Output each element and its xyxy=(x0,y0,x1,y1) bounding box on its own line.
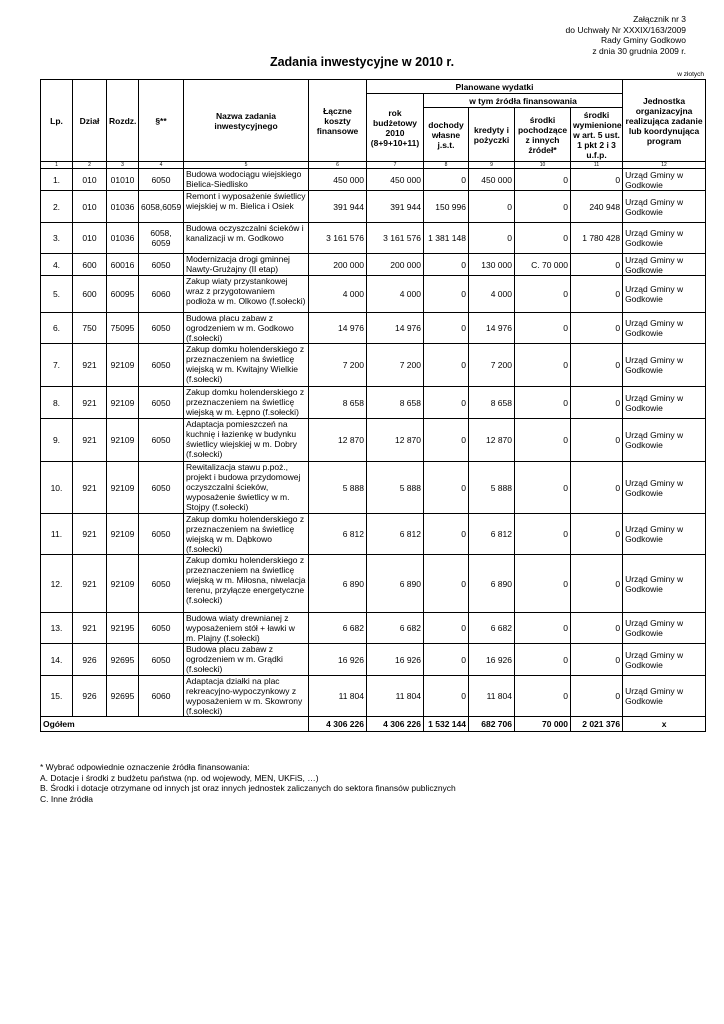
investment-table xyxy=(40,79,706,732)
row-dzial: 921 xyxy=(73,419,107,462)
row-jednostka: Urząd Gminy w Godkowie xyxy=(623,419,706,462)
unit-label: w złotych xyxy=(677,71,704,78)
row-wym: 0 xyxy=(571,276,623,313)
table-row xyxy=(41,254,706,276)
row-wym: 0 xyxy=(571,676,623,717)
row-rozdz: 92109 xyxy=(107,514,139,555)
row-nazwa: Modernizacja drogi gminnej Nawty-Grużajny (II etap) xyxy=(184,254,309,276)
footnote-line: A. Dotacje i środki z budżetu państwa (np. od wojewody, MEN, UKFiS, …) xyxy=(40,772,319,783)
row-kredyty: 7 200 xyxy=(469,344,515,387)
row-laczne: 4 000 xyxy=(309,276,367,313)
row-jednostka: Urząd Gminy w Godkowie xyxy=(623,344,706,387)
row-lp: 15. xyxy=(41,676,73,717)
table-row xyxy=(41,644,706,676)
row-inne: 0 xyxy=(515,223,571,254)
row-nazwa: Budowa wiaty drewnianej z wyposażeniem stół + ławki w m. Plajny (f.sołecki) xyxy=(184,613,309,644)
col-nazwa-header: Nazwa zadania inwestycyjnego xyxy=(184,80,309,162)
row-rozdz: 01010 xyxy=(107,169,139,191)
row-inne: 0 xyxy=(515,276,571,313)
row-dochody: 0 xyxy=(424,344,469,387)
row-jednostka: Urząd Gminy w Godkowie xyxy=(623,555,706,613)
row-paragraph: 6050 xyxy=(139,313,184,344)
table-row xyxy=(41,613,706,644)
row-rok: 12 870 xyxy=(367,419,424,462)
col-jednostka-header: Jednostka organizacyjna realizująca zadanie lub koordynująca program xyxy=(623,80,706,162)
row-laczne: 14 976 xyxy=(309,313,367,344)
row-rozdz: 92695 xyxy=(107,644,139,676)
row-lp: 4. xyxy=(41,254,73,276)
row-paragraph: 6050 xyxy=(139,344,184,387)
row-rok: 6 682 xyxy=(367,613,424,644)
row-kredyty: 12 870 xyxy=(469,419,515,462)
table-row xyxy=(41,223,706,254)
row-lp: 6. xyxy=(41,313,73,344)
col-lp-header: Lp. xyxy=(41,80,73,162)
row-rok: 450 000 xyxy=(367,169,424,191)
row-kredyty: 6 682 xyxy=(469,613,515,644)
row-rozdz: 75095 xyxy=(107,313,139,344)
row-rok: 6 890 xyxy=(367,555,424,613)
row-dochody: 0 xyxy=(424,169,469,191)
row-inne: 0 xyxy=(515,419,571,462)
col-number: 1 xyxy=(41,162,73,169)
row-jednostka: Urząd Gminy w Godkowie xyxy=(623,276,706,313)
row-inne: 0 xyxy=(515,514,571,555)
row-wym: 1 780 428 xyxy=(571,223,623,254)
row-jednostka: Urząd Gminy w Godkowie xyxy=(623,313,706,344)
col-number: 9 xyxy=(469,162,515,169)
row-jednostka: Urząd Gminy w Godkowie xyxy=(623,223,706,254)
total-kredyty: 682 706 xyxy=(469,717,515,732)
table-row xyxy=(41,419,706,462)
row-dzial: 921 xyxy=(73,462,107,514)
row-rozdz: 92109 xyxy=(107,387,139,419)
col-number: 3 xyxy=(107,162,139,169)
row-lp: 8. xyxy=(41,387,73,419)
table-row xyxy=(41,313,706,344)
row-dzial: 750 xyxy=(73,313,107,344)
row-nazwa: Budowa oczyszczalni ścieków i kanalizacji w m. Godkowo xyxy=(184,223,309,254)
footnote-line: B. Środki i dotacje otrzymane od innych jst oraz innych jednostek zaliczanych do sektora finansów publicznych xyxy=(40,783,456,793)
row-kredyty: 130 000 xyxy=(469,254,515,276)
row-laczne: 3 161 576 xyxy=(309,223,367,254)
row-lp: 5. xyxy=(41,276,73,313)
total-dochody: 1 532 144 xyxy=(424,717,469,732)
row-jednostka: Urząd Gminy w Godkowie xyxy=(623,644,706,676)
row-nazwa: Zakup domku holenderskiego z przeznaczeniem na świetlicę wiejską w m. Kwitajny Wielkie (f.sołecki) xyxy=(184,344,309,387)
total-wym: 2 021 376 xyxy=(571,717,623,732)
row-laczne: 8 658 xyxy=(309,387,367,419)
footnotes xyxy=(40,762,456,804)
row-inne: 0 xyxy=(515,387,571,419)
annex-line: Załącznik nr 3 xyxy=(633,14,686,24)
row-wym: 0 xyxy=(571,644,623,676)
row-laczne: 12 870 xyxy=(309,419,367,462)
row-nazwa: Remont i wyposażenie świetlicy wiejskiej w m. Bielica i Osiek xyxy=(184,191,309,223)
row-rok: 14 976 xyxy=(367,313,424,344)
row-jednostka: Urząd Gminy w Godkowie xyxy=(623,254,706,276)
col-number: 12 xyxy=(623,162,706,169)
row-wym: 0 xyxy=(571,555,623,613)
row-lp: 12. xyxy=(41,555,73,613)
row-dochody: 0 xyxy=(424,387,469,419)
row-laczne: 6 812 xyxy=(309,514,367,555)
col-number: 11 xyxy=(571,162,623,169)
row-kredyty: 0 xyxy=(469,191,515,223)
row-kredyty: 450 000 xyxy=(469,169,515,191)
row-rok: 11 804 xyxy=(367,676,424,717)
row-dochody: 0 xyxy=(424,555,469,613)
row-dochody: 1 381 148 xyxy=(424,223,469,254)
row-dochody: 0 xyxy=(424,644,469,676)
row-lp: 1. xyxy=(41,169,73,191)
row-inne: 0 xyxy=(515,644,571,676)
col-rozdz-header: Rozdz. xyxy=(107,80,139,162)
row-dochody: 0 xyxy=(424,462,469,514)
table-row xyxy=(41,191,706,223)
row-dzial: 921 xyxy=(73,387,107,419)
table-row xyxy=(41,462,706,514)
row-dzial: 010 xyxy=(73,169,107,191)
row-wym: 0 xyxy=(571,169,623,191)
row-inne: 0 xyxy=(515,555,571,613)
row-dochody: 0 xyxy=(424,613,469,644)
table-row xyxy=(41,514,706,555)
row-kredyty: 11 804 xyxy=(469,676,515,717)
row-laczne: 5 888 xyxy=(309,462,367,514)
row-rozdz: 92195 xyxy=(107,613,139,644)
row-jednostka: Urząd Gminy w Godkowie xyxy=(623,613,706,644)
row-paragraph: 6050 xyxy=(139,644,184,676)
row-laczne: 391 944 xyxy=(309,191,367,223)
row-laczne: 450 000 xyxy=(309,169,367,191)
col-laczne-header: Łączne koszty finansowe xyxy=(309,80,367,162)
col-rok-header: rok budżetowy 2010 (8+9+10+11) xyxy=(367,94,424,162)
row-inne: 0 xyxy=(515,613,571,644)
row-dzial: 921 xyxy=(73,344,107,387)
row-kredyty: 8 658 xyxy=(469,387,515,419)
row-laczne: 7 200 xyxy=(309,344,367,387)
row-jednostka: Urząd Gminy w Godkowie xyxy=(623,169,706,191)
row-rozdz: 01036 xyxy=(107,191,139,223)
row-dochody: 150 996 xyxy=(424,191,469,223)
footnote-line: C. Inne źródła xyxy=(40,793,93,804)
footnote-line: * Wybrać odpowiednie oznaczenie źródła finansowania: xyxy=(40,762,250,772)
row-inne: 0 xyxy=(515,676,571,717)
row-lp: 7. xyxy=(41,344,73,387)
col-srodki-wym-header: środki wymienione w art. 5 ust. 1 pkt 2 i 3 u.f.p. xyxy=(571,108,623,162)
row-laczne: 16 926 xyxy=(309,644,367,676)
row-paragraph: 6060 xyxy=(139,676,184,717)
row-dzial: 600 xyxy=(73,254,107,276)
row-paragraph: 6050 xyxy=(139,387,184,419)
row-jednostka: Urząd Gminy w Godkowie xyxy=(623,514,706,555)
row-laczne: 200 000 xyxy=(309,254,367,276)
row-dochody: 0 xyxy=(424,254,469,276)
col-kredyty-header: kredyty i pożyczki xyxy=(469,108,515,162)
row-inne: 0 xyxy=(515,344,571,387)
row-wym: 0 xyxy=(571,313,623,344)
row-jednostka: Urząd Gminy w Godkowie xyxy=(623,676,706,717)
col-paragraph-header: §** xyxy=(139,80,184,162)
row-dzial: 921 xyxy=(73,613,107,644)
total-row xyxy=(41,717,706,732)
row-nazwa: Rewitalizacja stawu p.poż., projekt i budowa przydomowej oczyszczalni ścieków, wyposażenie świetlicy w m. Stojpy (f.sołecki) xyxy=(184,462,309,514)
col-number: 4 xyxy=(139,162,184,169)
annex-note xyxy=(566,14,686,56)
row-wym: 0 xyxy=(571,419,623,462)
row-laczne: 11 804 xyxy=(309,676,367,717)
row-wym: 0 xyxy=(571,514,623,555)
row-kredyty: 5 888 xyxy=(469,462,515,514)
row-dzial: 010 xyxy=(73,191,107,223)
col-srodki-inne-header: środki pochodzące z innych źródeł* xyxy=(515,108,571,162)
col-number: 6 xyxy=(309,162,367,169)
row-rozdz: 01036 xyxy=(107,223,139,254)
row-nazwa: Adaptacja działki na plac rekreacyjno-wypoczynkowy z wyposażeniem w m. Skowrony (f.sołecki) xyxy=(184,676,309,717)
annex-line: do Uchwały Nr XXXIX/163/2009 xyxy=(565,24,686,35)
row-rozdz: 92695 xyxy=(107,676,139,717)
row-laczne: 6 890 xyxy=(309,555,367,613)
row-nazwa: Zakup domku holenderskiego z przeznaczeniem na świetlicę wiejską w m. Miłosna, niwelacja terenu, przyłącze energetyczne (f.sołecki) xyxy=(184,555,309,613)
planowane-header: Planowane wydatki xyxy=(367,80,623,94)
row-kredyty: 6 890 xyxy=(469,555,515,613)
row-paragraph: 6050 xyxy=(139,555,184,613)
row-dzial: 600 xyxy=(73,276,107,313)
row-paragraph: 6050 xyxy=(139,254,184,276)
row-kredyty: 0 xyxy=(469,223,515,254)
annex-line: z dnia 30 grudnia 2009 r. xyxy=(592,45,686,56)
row-dochody: 0 xyxy=(424,514,469,555)
row-kredyty: 16 926 xyxy=(469,644,515,676)
row-rok: 16 926 xyxy=(367,644,424,676)
row-dochody: 0 xyxy=(424,419,469,462)
table-row xyxy=(41,276,706,313)
row-nazwa: Budowa placu zabaw z ogrodzeniem w m. Grądki (f.sołecki) xyxy=(184,644,309,676)
row-wym: 0 xyxy=(571,344,623,387)
col-number: 10 xyxy=(515,162,571,169)
row-nazwa: Zakup domku holenderskiego z przeznaczeniem na świetlicę wiejską w m. Dąbkowo (f.sołecki) xyxy=(184,514,309,555)
row-lp: 3. xyxy=(41,223,73,254)
row-inne: C. 70 000 xyxy=(515,254,571,276)
row-wym: 0 xyxy=(571,613,623,644)
total-rok: 4 306 226 xyxy=(367,717,424,732)
table-row xyxy=(41,555,706,613)
row-paragraph: 6050 xyxy=(139,613,184,644)
row-inne: 0 xyxy=(515,462,571,514)
column-numbers-row xyxy=(41,162,706,169)
row-wym: 0 xyxy=(571,462,623,514)
row-dzial: 926 xyxy=(73,676,107,717)
row-jednostka: Urząd Gminy w Godkowie xyxy=(623,191,706,223)
row-lp: 9. xyxy=(41,419,73,462)
table-body xyxy=(41,169,706,717)
row-kredyty: 4 000 xyxy=(469,276,515,313)
row-rok: 8 658 xyxy=(367,387,424,419)
col-dzial-header: Dział xyxy=(73,80,107,162)
row-dzial: 010 xyxy=(73,223,107,254)
row-lp: 2. xyxy=(41,191,73,223)
row-jednostka: Urząd Gminy w Godkowie xyxy=(623,387,706,419)
row-paragraph: 6058, 6059 xyxy=(139,223,184,254)
row-nazwa: Budowa wodociągu wiejskiego Bielica-Siedlisko xyxy=(184,169,309,191)
total-laczne: 4 306 226 xyxy=(309,717,367,732)
row-inne: 0 xyxy=(515,313,571,344)
row-nazwa: Zakup wiaty przystankowej wraz z przygotowaniem podłoża w m. Olkowo (f.sołecki) xyxy=(184,276,309,313)
row-paragraph: 6050 xyxy=(139,169,184,191)
col-number: 5 xyxy=(184,162,309,169)
row-rozdz: 92109 xyxy=(107,555,139,613)
row-kredyty: 14 976 xyxy=(469,313,515,344)
row-nazwa: Zakup domku holenderskiego z przeznaczeniem na świetlicę wiejską w m. Łępno (f.sołecki) xyxy=(184,387,309,419)
row-inne: 0 xyxy=(515,169,571,191)
row-dochody: 0 xyxy=(424,313,469,344)
row-kredyty: 6 812 xyxy=(469,514,515,555)
table-row xyxy=(41,387,706,419)
row-paragraph: 6060 xyxy=(139,276,184,313)
row-paragraph: 6058,6059 xyxy=(139,191,184,223)
row-rozdz: 60016 xyxy=(107,254,139,276)
row-wym: 0 xyxy=(571,254,623,276)
table-row xyxy=(41,169,706,191)
row-rok: 3 161 576 xyxy=(367,223,424,254)
row-wym: 0 xyxy=(571,387,623,419)
row-dochody: 0 xyxy=(424,676,469,717)
row-laczne: 6 682 xyxy=(309,613,367,644)
row-dzial: 921 xyxy=(73,514,107,555)
page-title: Zadania inwestycyjne w 2010 r. xyxy=(269,55,455,69)
col-dochody-header: dochody własne j.s.t. xyxy=(424,108,469,162)
total-label: Ogółem xyxy=(41,717,309,732)
row-nazwa: Budowa placu zabaw z ogrodzeniem w m. Godkowo (f.sołecki) xyxy=(184,313,309,344)
total-inne: 70 000 xyxy=(515,717,571,732)
row-rok: 4 000 xyxy=(367,276,424,313)
row-rok: 391 944 xyxy=(367,191,424,223)
table-row xyxy=(41,344,706,387)
row-jednostka: Urząd Gminy w Godkowie xyxy=(623,462,706,514)
row-rozdz: 92109 xyxy=(107,419,139,462)
col-number: 2 xyxy=(73,162,107,169)
table-row xyxy=(41,676,706,717)
row-rok: 7 200 xyxy=(367,344,424,387)
col-number: 8 xyxy=(424,162,469,169)
row-rozdz: 92109 xyxy=(107,344,139,387)
row-wym: 240 948 xyxy=(571,191,623,223)
row-dochody: 0 xyxy=(424,276,469,313)
row-dzial: 926 xyxy=(73,644,107,676)
row-rok: 6 812 xyxy=(367,514,424,555)
annex-line: Rady Gminy Godkowo xyxy=(600,35,686,45)
row-rok: 5 888 xyxy=(367,462,424,514)
row-lp: 10. xyxy=(41,462,73,514)
col-number: 7 xyxy=(367,162,424,169)
row-lp: 13. xyxy=(41,613,73,644)
row-nazwa: Adaptacja pomieszczeń na kuchnię i łazienkę w budynku świetlicy wiejskiej w m. Dobry (f.sołecki) xyxy=(184,419,309,462)
row-rozdz: 92109 xyxy=(107,462,139,514)
row-lp: 11. xyxy=(41,514,73,555)
row-dzial: 921 xyxy=(73,555,107,613)
total-jednostka: x xyxy=(623,717,706,732)
row-paragraph: 6050 xyxy=(139,419,184,462)
row-rozdz: 60095 xyxy=(107,276,139,313)
w-tym-header: w tym źródła finansowania xyxy=(424,94,623,108)
row-rok: 200 000 xyxy=(367,254,424,276)
row-paragraph: 6050 xyxy=(139,514,184,555)
row-lp: 14. xyxy=(41,644,73,676)
row-paragraph: 6050 xyxy=(139,462,184,514)
row-inne: 0 xyxy=(515,191,571,223)
